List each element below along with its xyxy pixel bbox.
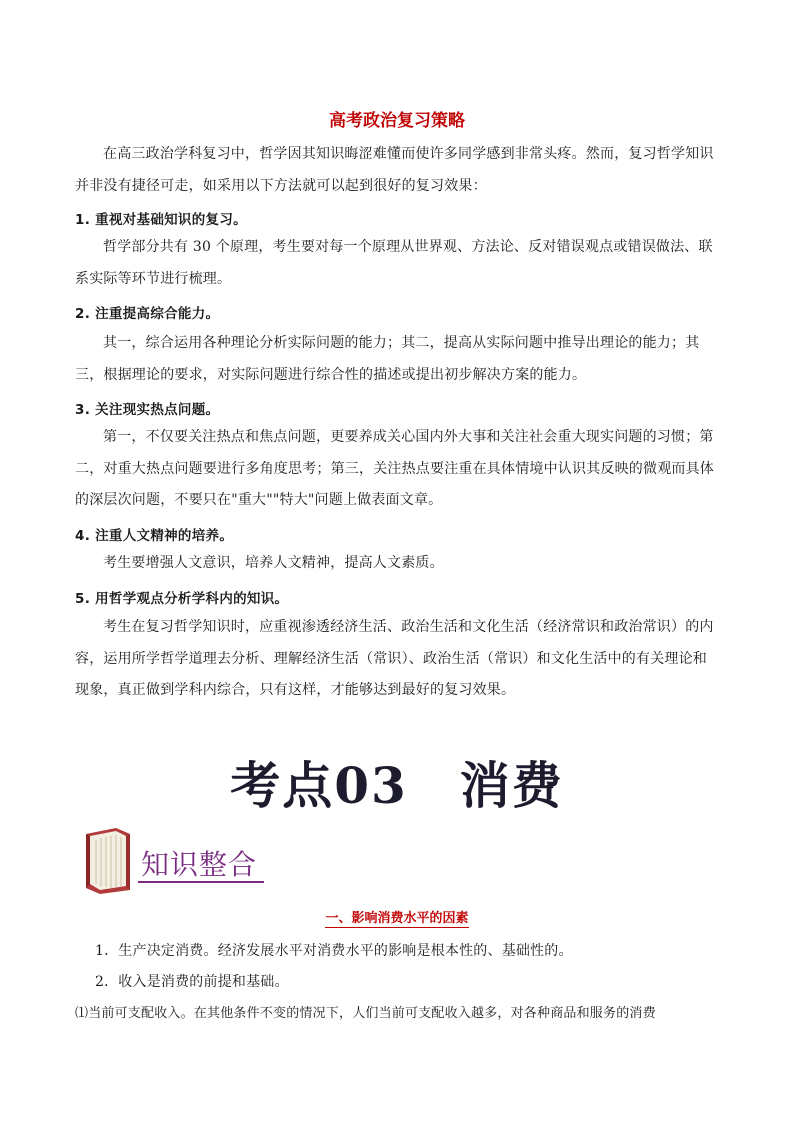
- section-3-body: 第一，不仅要关注热点和焦点问题，更要养成关心国内外大事和关注社会重大现实问题的习惯；第二，对重大热点问题要进行多角度思考；第三，关注热点要注重在具体情境中认识其反映的微观而具体的深层次问题，不要只在"重大""特大"问题上做表面文章。: [75, 429, 714, 508]
- item-3: ⑴当前可支配收入。在其他条件不变的情况下，人们当前可支配收入越多，对各种商品和服务的消费: [75, 1006, 656, 1021]
- intro-paragraph: 在高三政治学科复习中，哲学因其知识晦涩难懂而使许多同学感到非常头疼。然而，复习哲学知识并非没有捷径可走，如采用以下方法就可以起到很好的复习效果：: [75, 146, 714, 194]
- topic-heading: [0, 746, 794, 818]
- knowledge-label: 知识整合: [141, 848, 258, 881]
- book-icon: [82, 826, 134, 894]
- section-1-body: 哲学部分共有 30 个原理，考生要对每一个原理从世界观、方法论、反对错误观点或错误做法、联系实际等环节进行梳理。: [75, 239, 713, 287]
- item-1: 1．生产决定消费。经济发展水平对消费水平的影响是根本性的、基础性的。: [95, 943, 573, 959]
- subheading: 一、影响消费水平的因素: [325, 911, 469, 926]
- section-2-heading: 2. 注重提高综合能力。: [75, 306, 220, 322]
- section-4-heading: 4. 注重人文精神的培养。: [75, 528, 234, 544]
- section-4-body: 考生要增强人文意识，培养人文精神，提高人文素质。: [103, 555, 444, 571]
- knowledge-underline: [138, 881, 264, 883]
- topic-name: 消费: [459, 756, 564, 815]
- topic-number: 考点03: [230, 756, 408, 815]
- section-2-body: 其一，综合运用各种理论分析实际问题的能力；其二，提高从实际问题中推导出理论的能力；其三，根据理论的要求，对实际问题进行综合性的描述或提出初步解决方案的能力。: [75, 335, 700, 383]
- document-title: 高考政治复习策略: [329, 111, 465, 131]
- section-1-heading: 1. 重视对基础知识的复习。: [75, 212, 247, 228]
- item-2: 2．收入是消费的前提和基础。: [95, 974, 289, 990]
- section-5-body: 考生在复习哲学知识时，应重视渗透经济生活、政治生活和文化生活（经济常识和政治常识）的内容，运用所学哲学道理去分析、理解经济生活（常识）、政治生活（常识）和文化生活中的有关理论和现象，真正做到学科内综合，只有这样，才能够达到最好的复习效果。: [75, 619, 714, 698]
- section-5-heading: 5. 用哲学观点分析学科内的知识。: [75, 591, 289, 607]
- section-3-heading: 3. 关注现实热点问题。: [75, 402, 220, 418]
